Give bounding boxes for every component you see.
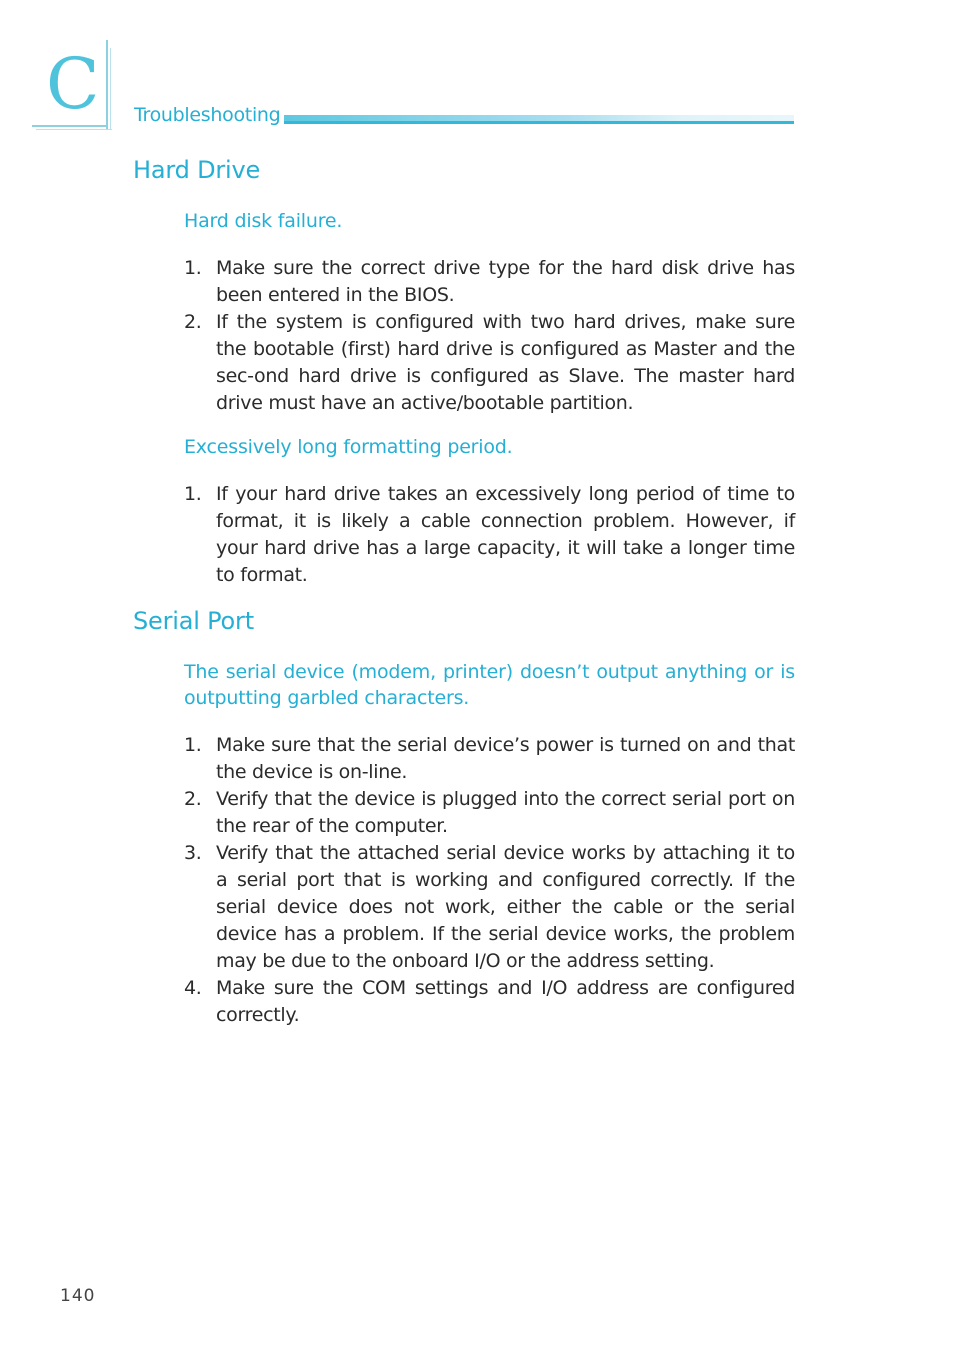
list-item [184, 255, 795, 309]
page-number: 140 [60, 1286, 96, 1306]
list-item [184, 975, 795, 1029]
list-item-text: Make sure the correct drive type for the hard disk drive has been entered in the BIOS. [216, 257, 795, 306]
serial-port-list [184, 732, 795, 1029]
section-title-serial-port: Serial Port [133, 607, 254, 635]
list-item-number: 1. [184, 257, 202, 279]
chapter-frame-horizontal [32, 125, 108, 127]
list-item [184, 481, 795, 589]
chapter-frame-horizontal-shadow [36, 129, 112, 130]
list-item-text: Make sure the COM settings and I/O address are configured correctly. [216, 977, 795, 1026]
list-item-text: Verify that the attached serial device works by attaching it to a serial port that is working and configured correctly. If the serial device does not work, either the cable or the serial device has a problem. If the serial device works, the problem may be due to the onboard I/O or the address setting. [216, 842, 795, 972]
list-item-number: 2. [184, 788, 202, 810]
hard-disk-failure-list [184, 255, 795, 417]
running-header-label: Troubleshooting [134, 104, 281, 126]
header-gradient-bar [284, 115, 794, 124]
list-item [184, 786, 795, 840]
list-item-text: Verify that the device is plugged into the correct serial port on the rear of the computer. [216, 788, 795, 837]
formatting-period-list [184, 481, 795, 589]
list-item-text: If your hard drive takes an excessively long period of time to format, it is likely a cable connection problem. However, if your hard drive has a large capacity, it will take a longer time to format. [216, 483, 795, 586]
chapter-frame-vertical [106, 40, 108, 130]
list-item-number: 1. [184, 734, 202, 756]
header-bar-underline [284, 121, 794, 124]
chapter-letter: C [46, 43, 100, 125]
section-title-hard-drive: Hard Drive [133, 156, 261, 184]
list-item-number: 1. [184, 483, 202, 505]
chapter-marker [32, 40, 108, 128]
list-item-number: 4. [184, 977, 202, 999]
list-item-number: 3. [184, 842, 202, 864]
list-item-number: 2. [184, 311, 202, 333]
subheading-hard-disk-failure: Hard disk failure. [184, 210, 343, 232]
chapter-frame-vertical-shadow [110, 48, 111, 130]
subheading-formatting-period: Excessively long formatting period. [184, 436, 513, 458]
list-item [184, 840, 795, 975]
list-item-text: If the system is configured with two hard drives, make sure the bootable (first) hard drive is configured as Master and the sec-ond hard drive is configured as Slave. The master hard drive must have an active/bootable partition. [216, 311, 795, 414]
list-item [184, 309, 795, 417]
list-item [184, 732, 795, 786]
subheading-serial-device-issue: The serial device (modem, printer) doesn’t output anything or is outputting garbled characters. [184, 661, 795, 709]
list-item-text: Make sure that the serial device’s power is turned on and that the device is on-line. [216, 734, 795, 783]
